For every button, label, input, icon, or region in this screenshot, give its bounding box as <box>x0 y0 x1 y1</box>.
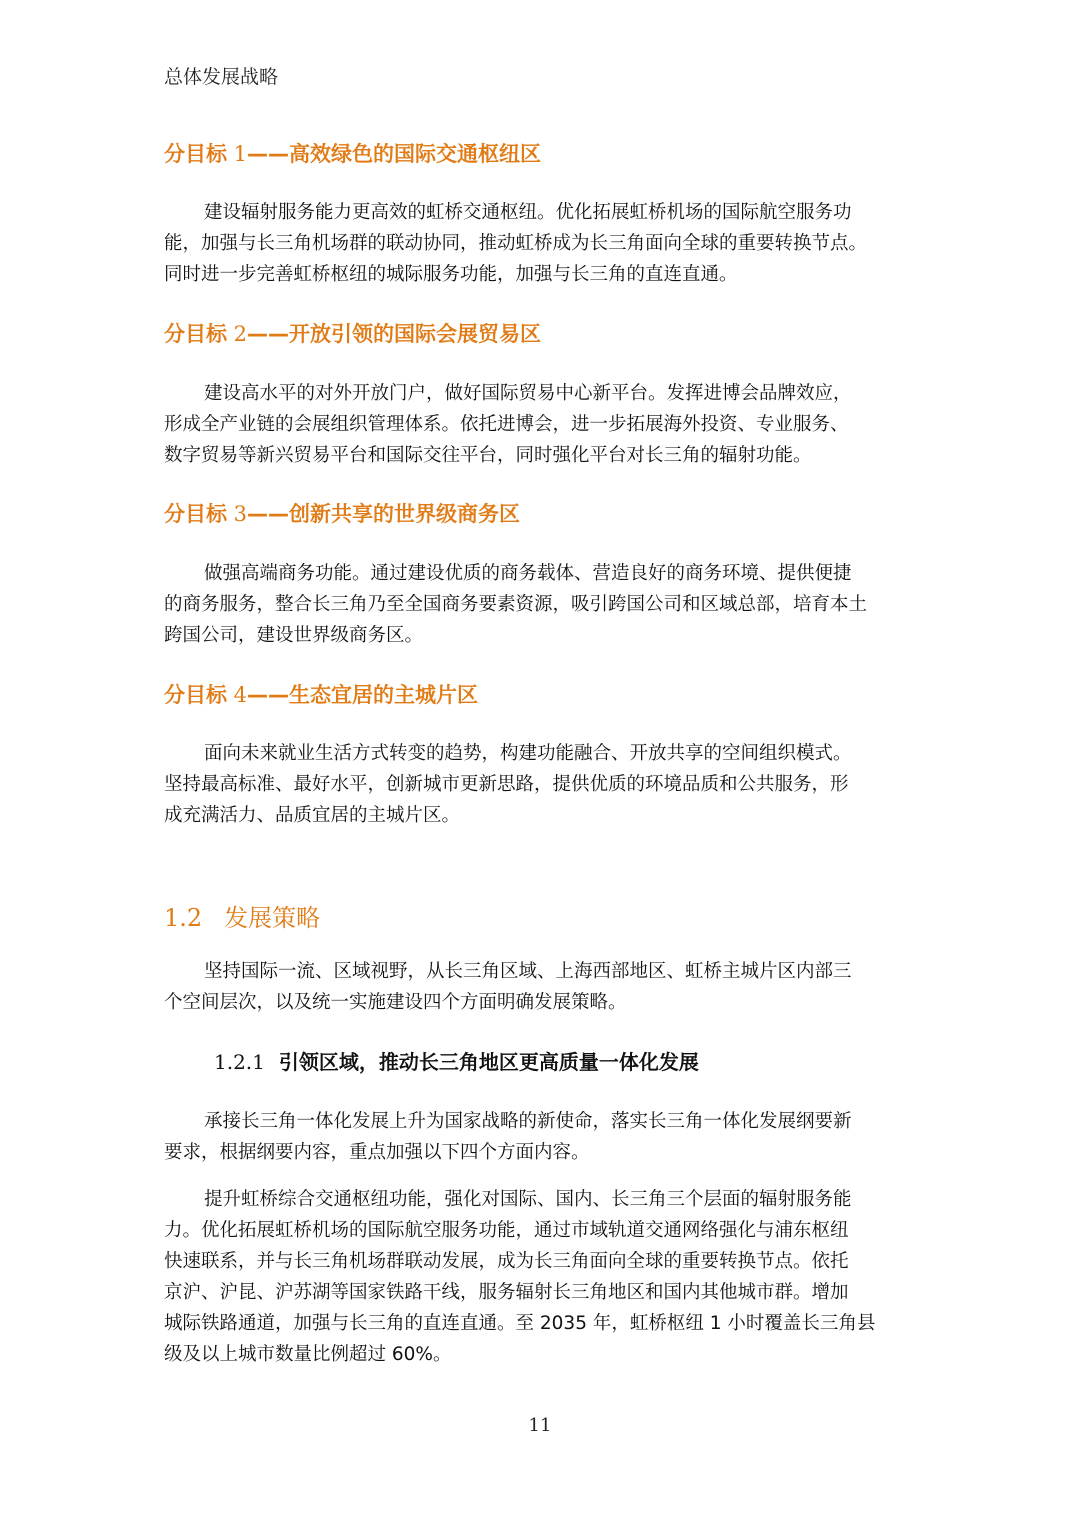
goal-4-paragraph <box>164 738 920 831</box>
paragraph-line: 快速联系，并与长三角机场群联动发展，成为长三角面向全球的重要转换节点。依托 <box>164 1251 849 1272</box>
subsection-paragraph-1 <box>164 1106 920 1168</box>
section-intro-paragraph <box>164 956 920 1018</box>
paragraph-line: 建设辐射服务能力更高效的虹桥交通枢纽。优化拓展虹桥机场的国际航空服务功 <box>204 202 852 223</box>
subsection-paragraph-2 <box>164 1184 920 1370</box>
paragraph-line: 个空间层次，以及统一实施建设四个方面明确发展策略。 <box>164 992 627 1013</box>
subsection-heading <box>214 1046 699 1075</box>
paragraph-line: 数字贸易等新兴贸易平台和国际交往平台，同时强化平台对长三角的辐射功能。 <box>164 445 812 466</box>
goal-3-heading <box>164 498 520 528</box>
page-number: 11 <box>528 1415 552 1436</box>
paragraph-line: 成充满活力、品质宜居的主城片区。 <box>164 805 461 826</box>
paragraph-line: 承接长三角一体化发展上升为国家战略的新使命，落实长三角一体化发展纲要新 <box>204 1111 852 1132</box>
paragraph-line: 能，加强与长三角机场群的联动协同，推动虹桥成为长三角面向全球的重要转换节点。 <box>164 233 868 254</box>
paragraph-line: 坚持最高标准、最好水平，创新城市更新思路，提供优质的环境品质和公共服务，形 <box>164 774 849 795</box>
section-number: 1.2 <box>164 904 203 932</box>
paragraph-line: 形成全产业链的会展组织管理体系。依托进博会，进一步拓展海外投资、专业服务、 <box>164 414 849 435</box>
running-header: 总体发展战略 <box>164 66 279 88</box>
goal-prefix: 分目标 <box>164 322 227 346</box>
subsection-number: 1.2.1 <box>214 1050 265 1074</box>
section-heading <box>164 898 320 933</box>
goal-title: ——创新共享的世界级商务区 <box>247 502 521 526</box>
goal-3-paragraph <box>164 558 920 651</box>
goal-2-paragraph <box>164 378 920 471</box>
paragraph-line: 面向未来就业生活方式转变的趋势，构建功能融合、开放共享的空间组织模式。 <box>204 743 852 764</box>
paragraph-line: 京沪、沪昆、沪苏湖等国家铁路干线，服务辐射长三角地区和国内其他城市群。增加 <box>164 1282 849 1303</box>
paragraph-line: 力。优化拓展虹桥机场的国际航空服务功能，通过市域轨道交通网络强化与浦东枢纽 <box>164 1220 849 1241</box>
goal-number: 3 <box>227 502 248 526</box>
goal-prefix: 分目标 <box>164 142 227 166</box>
goal-title: ——生态宜居的主城片区 <box>247 683 479 707</box>
subsection-title: 引领区域，推动长三角地区更高质量一体化发展 <box>278 1050 699 1074</box>
goal-4-heading <box>164 679 478 709</box>
goal-number: 2 <box>227 322 248 346</box>
goal-prefix: 分目标 <box>164 502 227 526</box>
section-title: 发展策略 <box>224 904 321 932</box>
goal-prefix: 分目标 <box>164 683 227 707</box>
paragraph-line: 同时进一步完善虹桥枢纽的城际服务功能，加强与长三角的直连直通。 <box>164 264 738 285</box>
goal-number: 1 <box>227 142 248 166</box>
paragraph-line: 城际铁路通道，加强与长三角的直连直通。至 2035 年，虹桥枢纽 1 小时覆盖长三角县 <box>164 1313 876 1334</box>
goal-1-paragraph <box>164 197 920 290</box>
paragraph-line: 要求，根据纲要内容，重点加强以下四个方面内容。 <box>164 1142 590 1163</box>
paragraph-line: 提升虹桥综合交通枢纽功能，强化对国际、国内、长三角三个层面的辐射服务能 <box>204 1189 852 1210</box>
goal-title: ——高效绿色的国际交通枢纽区 <box>247 142 542 166</box>
paragraph-line: 坚持国际一流、区域视野，从长三角区域、上海西部地区、虹桥主城片区内部三 <box>204 961 852 982</box>
goal-number: 4 <box>227 683 248 707</box>
paragraph-line: 的商务服务，整合长三角乃至全国商务要素资源，吸引跨国公司和区域总部，培育本土 <box>164 594 868 615</box>
goal-2-heading <box>164 318 541 348</box>
goal-1-heading <box>164 138 541 168</box>
paragraph-line: 做强高端商务功能。通过建设优质的商务载体、营造良好的商务环境、提供便捷 <box>204 563 852 584</box>
paragraph-line: 级及以上城市数量比例超过 60%。 <box>164 1344 452 1365</box>
paragraph-line: 跨国公司，建设世界级商务区。 <box>164 625 424 646</box>
paragraph-line: 建设高水平的对外开放门户，做好国际贸易中心新平台。发挥进博会品牌效应， <box>204 383 852 404</box>
goal-title: ——开放引领的国际会展贸易区 <box>247 322 542 346</box>
